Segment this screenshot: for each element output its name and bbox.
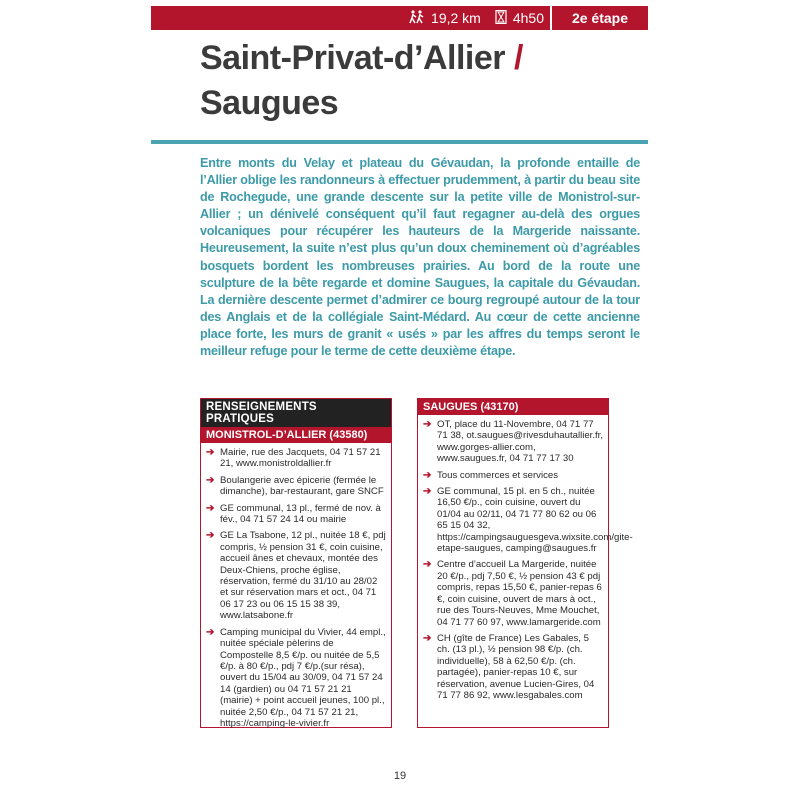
- list-item: ➔ GE communal, 15 pl. en 5 ch., nuitée 16,50 €/p., coin cuisine, ouvert du 01/04 au 02/11, 04 71 77 80 62 ou 06 65 15 04 32, https://campingsauguesgeva.wixsite.com/gite-etape-saugues, camping@saugues.fr: [423, 486, 633, 555]
- page-title: [200, 36, 640, 126]
- practical-info-box: [200, 398, 392, 728]
- arrow-icon: ➔: [206, 474, 215, 486]
- list-item: ➔ GE communal, 13 pl., fermé de nov. à fév., 04 71 57 24 14 ou mairie: [206, 502, 381, 526]
- arrow-icon: ➔: [423, 559, 432, 571]
- arrow-icon: ➔: [423, 419, 432, 430]
- title-slash: /: [513, 39, 523, 77]
- list-item: ➔ Tous commerces et services: [423, 469, 559, 481]
- list-item: ➔ Camping municipal du Vivier, 44 empl., nuitée spéciale pèlerins de Compostelle 8,5 €/p. ou nuitée de 5,5 €/p. à 80 €/p., pdj 7 €/p.(sur résa), ouvert du 15/04 au 30/09, 04 71 57 24 14 (gardien) ou 04 71 57 21 21 (mairie) + point accueil jeunes, 100 pl., nuitée 2,50 €/p., 04 71 57 21 21, https://camping-le-vivier.fr: [206, 626, 386, 729]
- title-start: Saint-Privat-d’Allier: [200, 39, 506, 77]
- page-number: 19: [393, 770, 407, 782]
- practical-info-heading: RENSEIGNEMENTS PRATIQUES: [201, 399, 391, 427]
- list-item: ➔ Centre d’accueil La Margeride, nuitée 20 €/p., pdj 7,50 €, ½ pension 43 € pdj compris, repas 15,50 €, panier-repas 6 €, coin cuisine, ouvert de mars à oct., rue des Tours-Neuves, Mme Mouchet, 04 71 77 60 97, www.lamargeride.com: [423, 559, 602, 628]
- arrow-icon: ➔: [206, 447, 215, 458]
- duration-stat: [495, 10, 544, 27]
- arrow-icon: ➔: [423, 632, 432, 644]
- arrow-icon: ➔: [206, 502, 215, 514]
- monistrol-heading: MONISTROL-D’ALLIER (43580): [201, 427, 391, 443]
- hourglass-icon: [495, 10, 507, 27]
- stage-label: 2e étape: [550, 6, 648, 30]
- saugues-info-box: [417, 398, 633, 728]
- title-end: Saugues: [200, 84, 339, 122]
- hikers-icon: [409, 10, 425, 27]
- title-divider: [151, 140, 648, 144]
- monistrol-list: [201, 447, 391, 729]
- list-item: ➔ Mairie, rue des Jacquets, 04 71 57 21 21, www.monistroldallier.fr: [206, 447, 381, 470]
- saugues-heading: SAUGUES (43170): [418, 399, 608, 415]
- intro-paragraph: Entre monts du Velay et plateau du Gévaudan, la profonde entaille de l’Allier oblige les randonneurs à effectuer prudemment, à partir du beau site de Rochegude, une grande descente sur la petite ville de Monistrol-sur-Allier ; un dénivelé conséquent qu’il faut regagner au-delà des orgues volcaniques pour récupérer les hauteurs de la Margeride naissante. Heureusement, la suite n’est plus qu’un doux cheminement où d’agréables bosquets bordent les nombreuses prairies. Au bord de la route une sculpture de la bête regarde et domine Saugues, la capitale du Gévaudan. La dernière descente permet d’admirer ce bourg regroupé autour de la tour des Anglais et de la collégiale Saint-Médard. Au cœur de cette ancienne place forte, les murs de granit « usés » par les affres du temps seront le meilleur refuge pour le terme de cette deuxième étape.: [200, 156, 640, 359]
- list-item: ➔ Boulangerie avec épicerie (fermée le dimanche), bar-restaurant, gare SNCF: [206, 474, 384, 498]
- list-item: ➔ OT, place du 11-Novembre, 04 71 77 71 38, ot.saugues@rivesduhautallier.fr, www.gorges-allier.com, www.saugues.fr, 04 71 77 17 30: [423, 419, 604, 465]
- list-item: ➔ CH (gîte de France) Les Gabales, 5 ch. (13 pl.), ½ pension 98 €/p. (ch. individuelle), 58 à 62,50 €/p. (ch. partagée), panier-repas 10 €, sur réservation, avenue Lucien-Gires, 04 71 77 86 92, www.lesgabales.com: [423, 632, 595, 701]
- duration-value: 4h50: [512, 10, 544, 26]
- arrow-icon: ➔: [206, 530, 215, 542]
- list-item: ➔ GE La Tsabone, 12 pl., nuitée 18 €, pdj compris, ½ pension 31 €, coin cuisine, accueil ânes et chevaux, montée des Deux-Chiens, proche église, réservation, fermé du 31/10 au 28/02 et sur réservation mars et oct., 04 71 06 17 23 ou 06 15 15 38 39, www.latsabone.fr: [206, 530, 386, 622]
- distance-stat: [409, 10, 481, 27]
- header-bar: [151, 6, 648, 30]
- saugues-list: [418, 419, 633, 701]
- stage-stats: [409, 6, 544, 30]
- distance-value: 19,2 km: [431, 10, 481, 26]
- arrow-icon: ➔: [423, 486, 432, 498]
- arrow-icon: ➔: [206, 626, 215, 638]
- arrow-icon: ➔: [423, 469, 432, 481]
